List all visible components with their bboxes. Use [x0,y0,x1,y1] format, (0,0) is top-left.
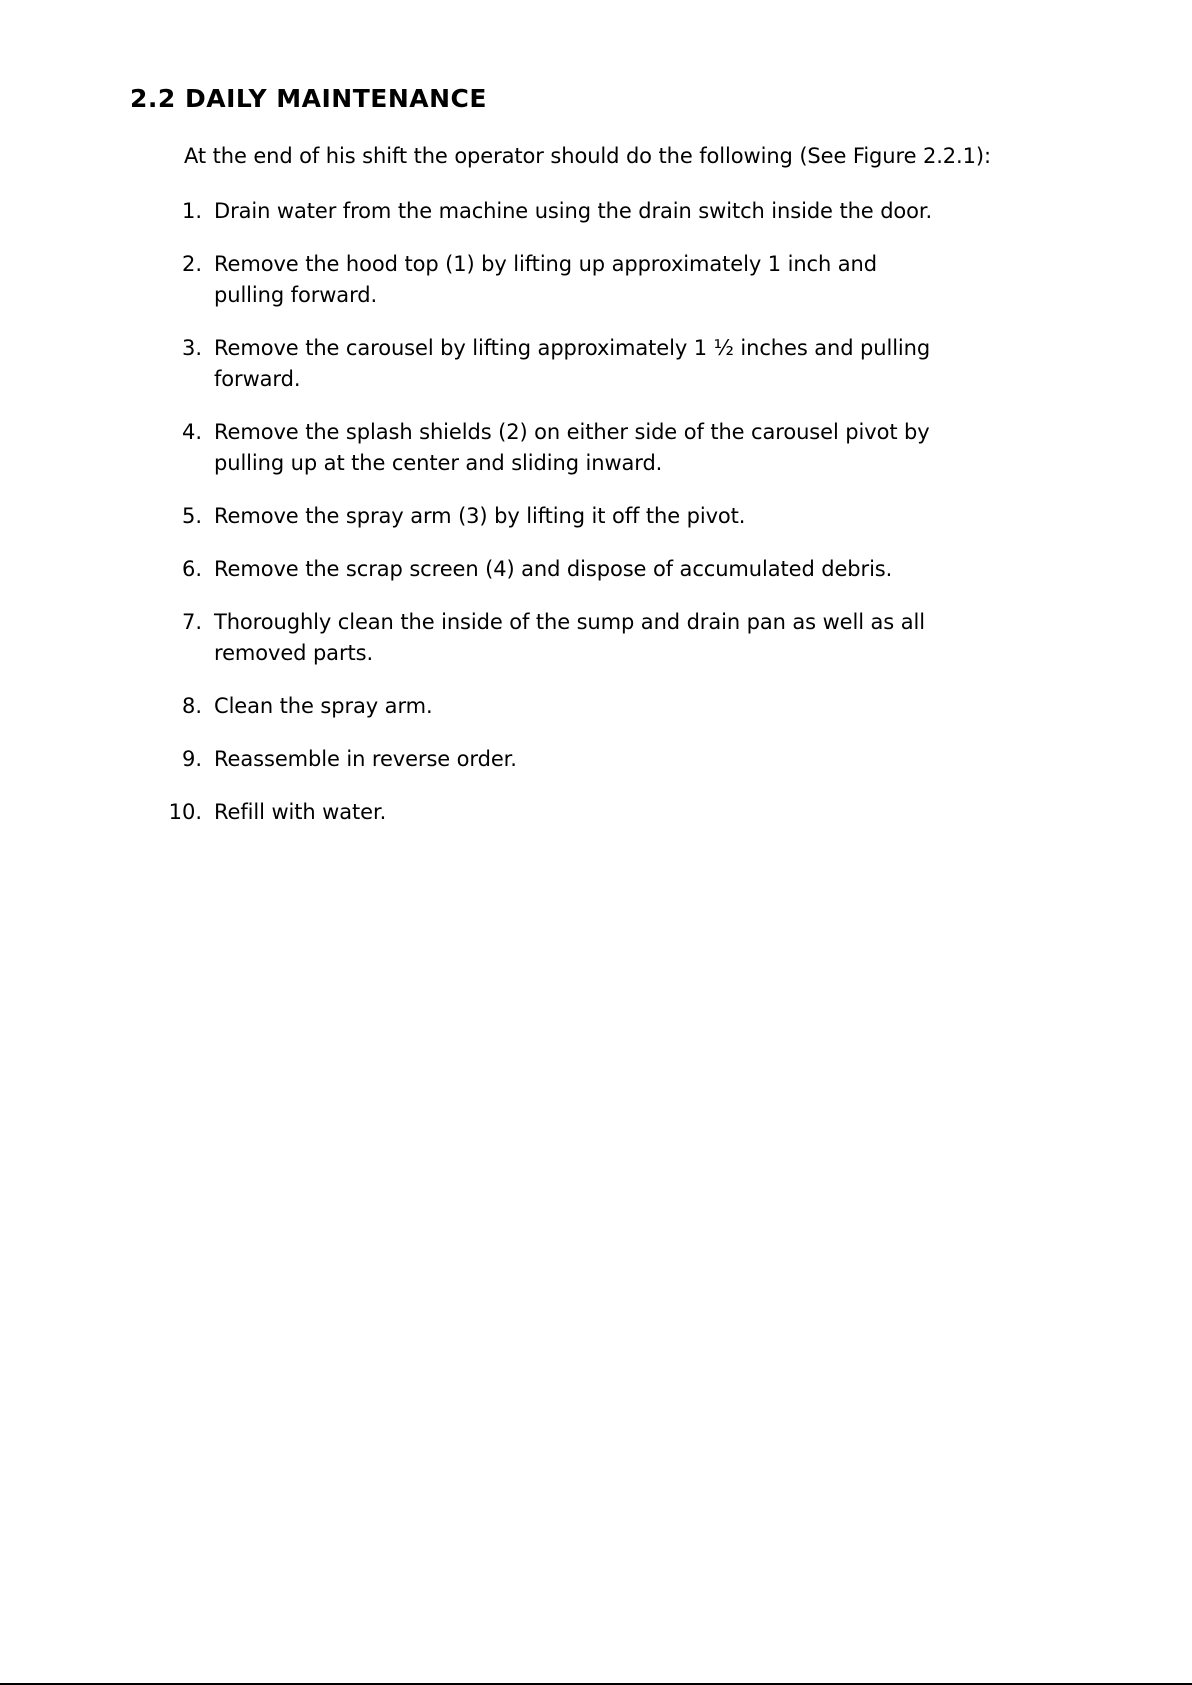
step-text: Clean the spray arm. [214,694,433,718]
step-number: 10. [168,800,202,824]
list-item [0,196,1192,227]
intro-text: At the end of his shift the operator should do the following (See Figure 2.2.1): [184,144,991,168]
step-number: 2. [181,252,202,276]
list-item [0,691,1192,722]
step-number: 9. [181,747,202,771]
step-text: Reassemble in reverse order. [214,747,517,771]
list-item [0,501,1192,532]
list-item [0,744,1192,775]
step-text: Remove the splash shields (2) on either side of the carousel pivot by pulling up at the center and sliding inward. [214,420,930,475]
step-number: 6. [181,557,202,581]
step-text: Thoroughly clean the inside of the sump and drain pan as well as all removed parts. [214,610,925,665]
step-number: 4. [181,420,202,444]
step-text: Remove the carousel by lifting approximately 1 ½ inches and pulling forward. [214,336,931,391]
step-number: 3. [181,336,202,360]
list-item [0,249,1192,311]
list-item [0,417,1192,479]
list-item [0,333,1192,395]
step-number: 5. [181,504,202,528]
step-text: Remove the scrap screen (4) and dispose of accumulated debris. [214,557,893,581]
step-text: Remove the hood top (1) by lifting up approximately 1 inch and pulling forward. [214,252,877,307]
list-item [0,607,1192,669]
step-number: 1. [181,199,202,223]
list-item [0,554,1192,585]
step-text: Remove the spray arm (3) by lifting it off the pivot. [214,504,746,528]
list-item [0,797,1192,828]
section-heading [130,84,487,113]
section-title: DAILY MAINTENANCE [185,84,487,113]
step-text: Refill with water. [214,800,387,824]
section-number: 2.2 [130,84,176,113]
step-number: 8. [181,694,202,718]
step-text: Drain water from the machine using the drain switch inside the door. [214,199,933,223]
maintenance-steps-list [0,196,1192,850]
step-number: 7. [181,610,202,634]
